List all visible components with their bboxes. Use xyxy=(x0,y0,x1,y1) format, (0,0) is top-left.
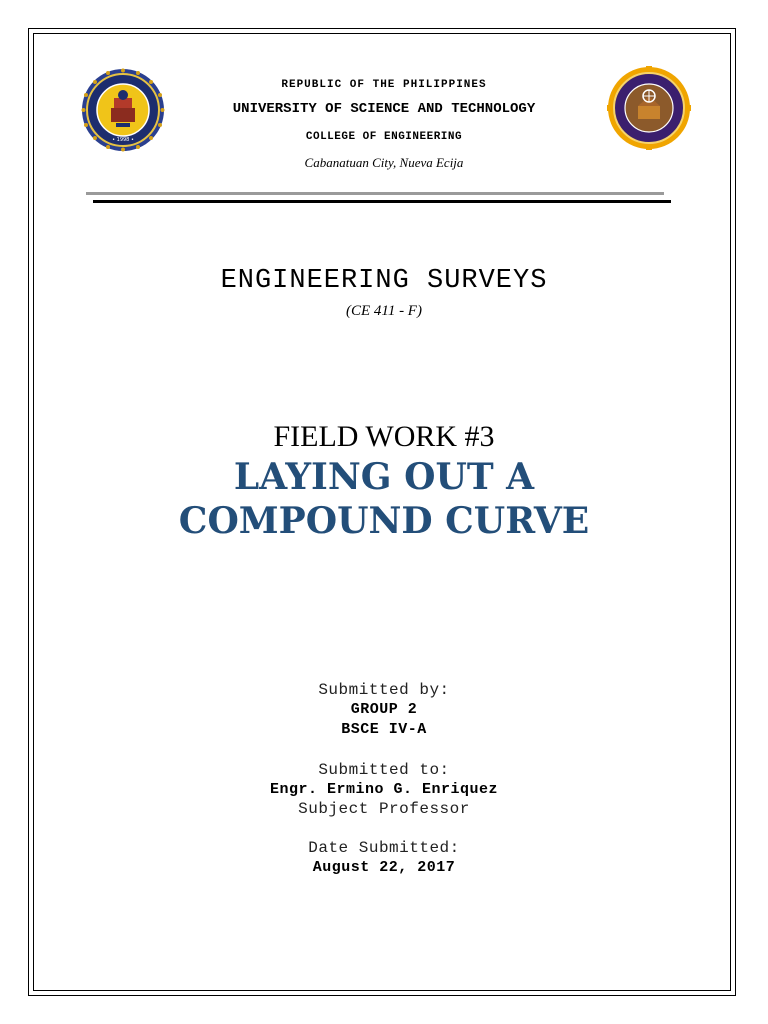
college-name: COLLEGE OF ENGINEERING xyxy=(305,131,463,143)
fieldwork-label: FIELD WORK #3 xyxy=(273,420,495,453)
professor-name: Engr. Ermino G. Enriquez xyxy=(269,781,499,798)
city-location: Cabanatuan City, Nueva Ecija xyxy=(304,155,464,170)
republic-heading: REPUBLIC OF THE PHILIPPINES xyxy=(281,79,487,91)
svg-text:• 1998 •: • 1998 • xyxy=(112,137,134,143)
submitted-to-label: Submitted to: xyxy=(318,761,450,779)
course-code: (CE 411 - F) xyxy=(346,303,422,319)
university-name: UNIVERSITY OF SCIENCE AND TECHNOLOGY xyxy=(232,101,536,117)
date-submitted: August 22, 2017 xyxy=(312,859,456,876)
submitted-by-label: Submitted by: xyxy=(318,681,450,699)
fieldwork-title xyxy=(0,455,768,543)
header-rule-grey xyxy=(86,192,664,195)
fieldwork-title-line1: LAYING OUT A xyxy=(233,456,535,498)
professor-role: Subject Professor xyxy=(298,800,470,818)
fieldwork-title-line2: COMPOUND CURVE xyxy=(178,500,590,542)
group-name: GROUP 2 xyxy=(350,701,418,718)
header-rule-black xyxy=(93,200,671,203)
section-name: BSCE IV-A xyxy=(341,721,427,738)
date-submitted-label: Date Submitted: xyxy=(308,839,460,857)
course-title: ENGINEERING SURVEYS xyxy=(220,266,548,296)
